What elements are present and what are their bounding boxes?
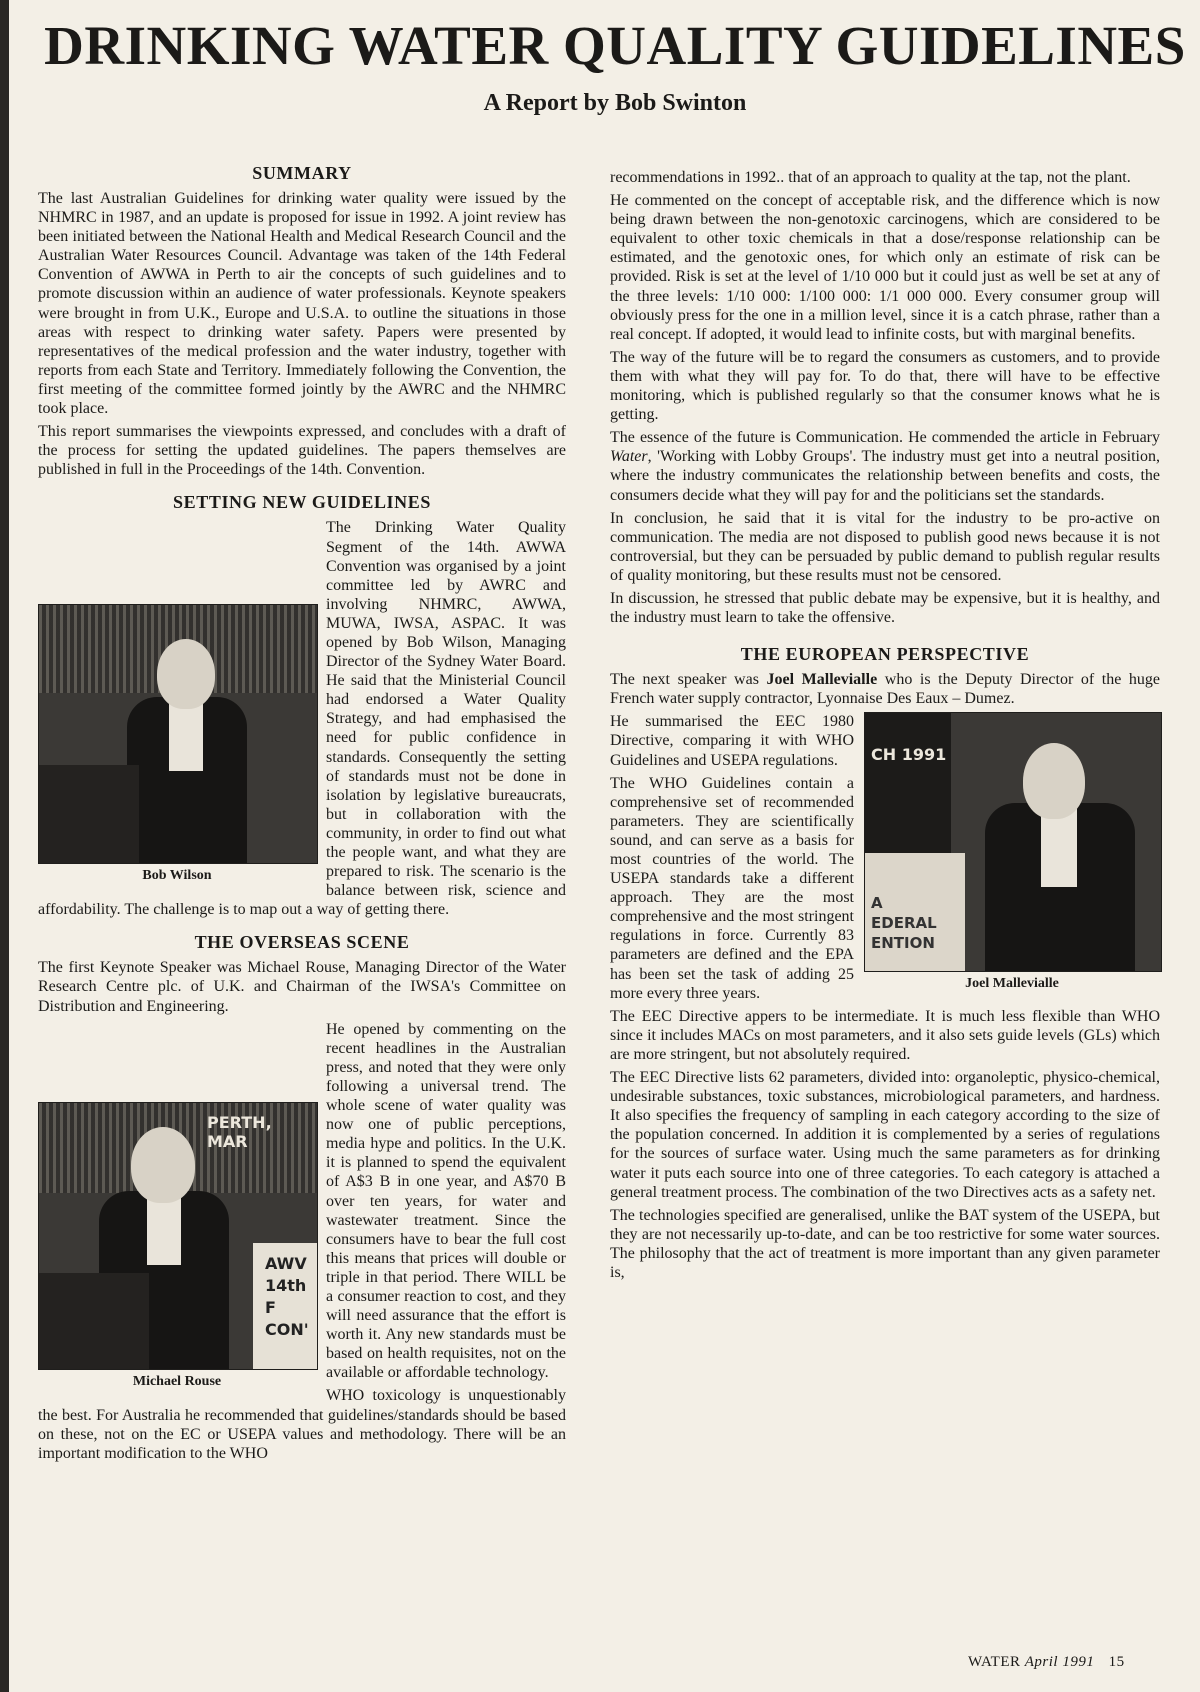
overseas-paragraph: The first Keynote Speaker was Michael Rouse, Managing Director of the Water Research Centre plc. of U.K. and Chairman of the IWSA's Committee on Distribution and Engineering. bbox=[38, 959, 566, 1015]
article-byline: A Report by Bob Swinton bbox=[483, 90, 747, 116]
body-paragraph: The WHO Guidelines contain a comprehensive set of recommended parameters. They are scientifically sound, and can serve as a basis for most countries of the world. The USEPA standards take a different approach. They are the most comprehensive and the most stringent regulations in force. Currently 83 parameters are defined and the EPA has been set the task of adding 25 more every three years. bbox=[610, 774, 854, 1002]
article-title: DRINKING WATER QUALITY GUIDELINES bbox=[44, 15, 1186, 76]
bob-wilson-photo bbox=[38, 604, 318, 864]
body-paragraph: In discussion, he stressed that public debate may be expensive, but it is healthy, and the industry must learn to take the offensive. bbox=[610, 589, 1160, 627]
body-paragraph: The way of the future will be to regard the consumers as customers, and to provide them with what they will pay for. To do that, there will have to be effective monitoring, which is published regularly so that the consumer knows what he is getting. bbox=[610, 348, 1160, 424]
left-column bbox=[38, 162, 566, 1467]
setting-paragraph bbox=[38, 518, 566, 919]
michael-rouse-figure bbox=[38, 1102, 316, 1390]
overseas-text: He opened by commenting on the recent headlines in the Australian press, and noted that they were only following a universal trend. The whole scene of water quality was now one of public perceptions, media hype and politics. In the U.K. it is planned to spend the equivalent of A$3 B in one year, and A$70 B over ten years, for water and wastewater treatment. Since the consumers have to bear the full cost this means that prices will double or triple in that period. There WILL be a consumer reaction to cost, and they will need assurance that the effort is worth it. Any new standards must be based on health requisites, not on the available or affordable technology. bbox=[326, 1020, 566, 1382]
setting-text: The Drinking Water Quality Segment of the 14th. AWWA Convention was organised by a joint committee led by AWRC and involving NHMRC, AWWA, MUWA, IWSA, ASPAC. It was opened by Bob Wilson, Managing Director of the Sydney Water Board. He said that the Ministerial Council had endorsed a Water Quality Strategy, and had emphasised the need for public confidence in standards. Consequently the setting of standards must not be done in isolation by legislative bureaucrats, but in collaboration with the community, in order to find out what the people want, and what they are prepared to risk. The scenario is the balance between risk, science and affordability. The challenge is to map out a way of getting there. bbox=[38, 519, 566, 919]
photo-sign-text: A EDERAL ENTION bbox=[871, 894, 937, 953]
body-paragraph: The essence of the future is Communication. He commended the article in February Water, 'Working with Lobby Groups'. The industry must get into a neutral position, where the industry communicates the relationship between benefits and costs, the consumers decide what they will pay for and the politicians set the standards. bbox=[610, 429, 1160, 504]
body-paragraph: The EEC Directive appers to be intermediate. It is much less flexible than WHO since it includes MACs on most parameters, and it also sets guide levels (GLs) which are more stringent, but not absolutely required. bbox=[610, 1007, 1160, 1063]
body-paragraph: He commented on the concept of acceptable risk, and the difference which is now being drawn between the non-genotoxic carcinogens, which are considered to be equivalent to other toxic chemicals in that a dose/response relationship can be estimated, and the genotoxic ones, for which only an estimate of risk can be provided. Risk is set at the level of 1/10 000 but it could just as well be set at any of the three levels: 1/10 000: 1/100 000: 1/1 000 000. Every consumer group will obviously press for the one in a million level, since it is a catch phrase, rather than a real concept. If adopted, it would lead to infinite costs, but with marginal benefits. bbox=[610, 192, 1160, 343]
photo-sign-text: AWV 14th F CON' bbox=[265, 1253, 309, 1339]
overseas-text: WHO toxicology is unquestionably the best. For Australia he recommended that guidelines/standards should be based on these, not on the EC or USEPA values and methodology. There will be an important modification to the WHO bbox=[38, 1387, 566, 1462]
body-paragraph: He summarised the EEC 1980 Directive, comparing it with WHO Guidelines and USEPA regulations. bbox=[610, 713, 854, 769]
photo-banner-text: PERTH, MAR bbox=[207, 1112, 272, 1151]
joel-mallevialle-photo bbox=[864, 712, 1162, 972]
body-paragraph: The next speaker was Joel Mallevialle who is the Deputy Director of the huge French water supply contractor, Lyonnaise Des Eaux – Dumez. bbox=[610, 671, 1161, 708]
body-paragraph: The EEC Directive lists 62 parameters, divided into: organoleptic, physico-chemical, undesirable substances, toxic substances, microbiological parameters, and hardness. It also specifies the frequency of sampling in each category according to the size of the population concerned. In addition it is complemented by a series of regulations for the sources of surface water. Using much the same parameters as for drinking water it puts each source into one of three categories. To each category is attached a general treatment process. The combination of the two Directives acts as a safety net. bbox=[610, 1069, 1160, 1201]
bob-wilson-figure bbox=[38, 604, 316, 884]
photo-caption: Michael Rouse bbox=[132, 1373, 222, 1389]
magazine-name: WATER bbox=[968, 1654, 1021, 1670]
right-column bbox=[610, 168, 1160, 1286]
photo-banner-text: CH 1991 bbox=[871, 745, 947, 765]
setting-heading: SETTING NEW GUIDELINES bbox=[173, 492, 431, 513]
body-paragraph: The technologies specified are generalised, unlike the BAT system of the USEPA, but they are not necessarily up-to-date, and can be too restrictive for some water sources. The philosophy that the act of treatment is more important than any given parameter is, bbox=[610, 1206, 1160, 1281]
photo-caption: Bob Wilson bbox=[142, 868, 212, 884]
page-edge-shadow bbox=[0, 0, 9, 1692]
summary-paragraph: The last Australian Guidelines for drinking water quality were issued by the NHMRC in 1987, and an update is proposed for issue in 1992. A joint review has been initiated between the National Health and Medical Research Council and the Australian Water Resources Council. Advantage was taken of the 14th Federal Convention of AWWA in Perth to air the concepts of such guidelines and to promote discussion within an audience of water professionals. Keynote speakers were brought in from U.K., Europe and U.S.A. to outline the situations in those areas with respect to drinking water safety. Papers were presented by representatives of the medical profession and the water industry, together with reports from each State and Territory. Immediately following the Convention, the first meeting of the committee formed jointly by the AWRC and the NHMRC took place. bbox=[38, 190, 566, 418]
body-paragraph: recommendations in 1992.. that of an approach to quality at the tap, not the plant. bbox=[610, 169, 1131, 186]
page-footer bbox=[968, 1654, 1168, 1671]
photo-caption: Joel Mallevialle bbox=[965, 976, 1059, 992]
overseas-heading: THE OVERSEAS SCENE bbox=[194, 932, 410, 953]
page-number: 15 bbox=[1108, 1654, 1125, 1670]
summary-heading: SUMMARY bbox=[252, 163, 352, 183]
magazine-issue: April 1991 bbox=[1024, 1654, 1095, 1670]
european-paragraph-group bbox=[610, 712, 1160, 1002]
michael-rouse-photo bbox=[38, 1102, 318, 1370]
body-paragraph: In conclusion, he said that it is vital for the industry to be pro-active on communication. The media are not disposed to publish good news because it is not controversial, but they can be persuaded by public demand to publish regular results of quality monitoring, but these results must not be censored. bbox=[610, 509, 1160, 584]
joel-mallevialle-figure bbox=[864, 712, 1160, 992]
overseas-paragraph-2 bbox=[38, 1020, 566, 1463]
european-heading: THE EUROPEAN PERSPECTIVE bbox=[740, 644, 1030, 665]
summary-paragraph: This report summarises the viewpoints expressed, and concludes with a draft of the process for setting the updated guidelines. The papers themselves are published in full in the Proceedings of the 14th. Convention. bbox=[38, 423, 566, 479]
